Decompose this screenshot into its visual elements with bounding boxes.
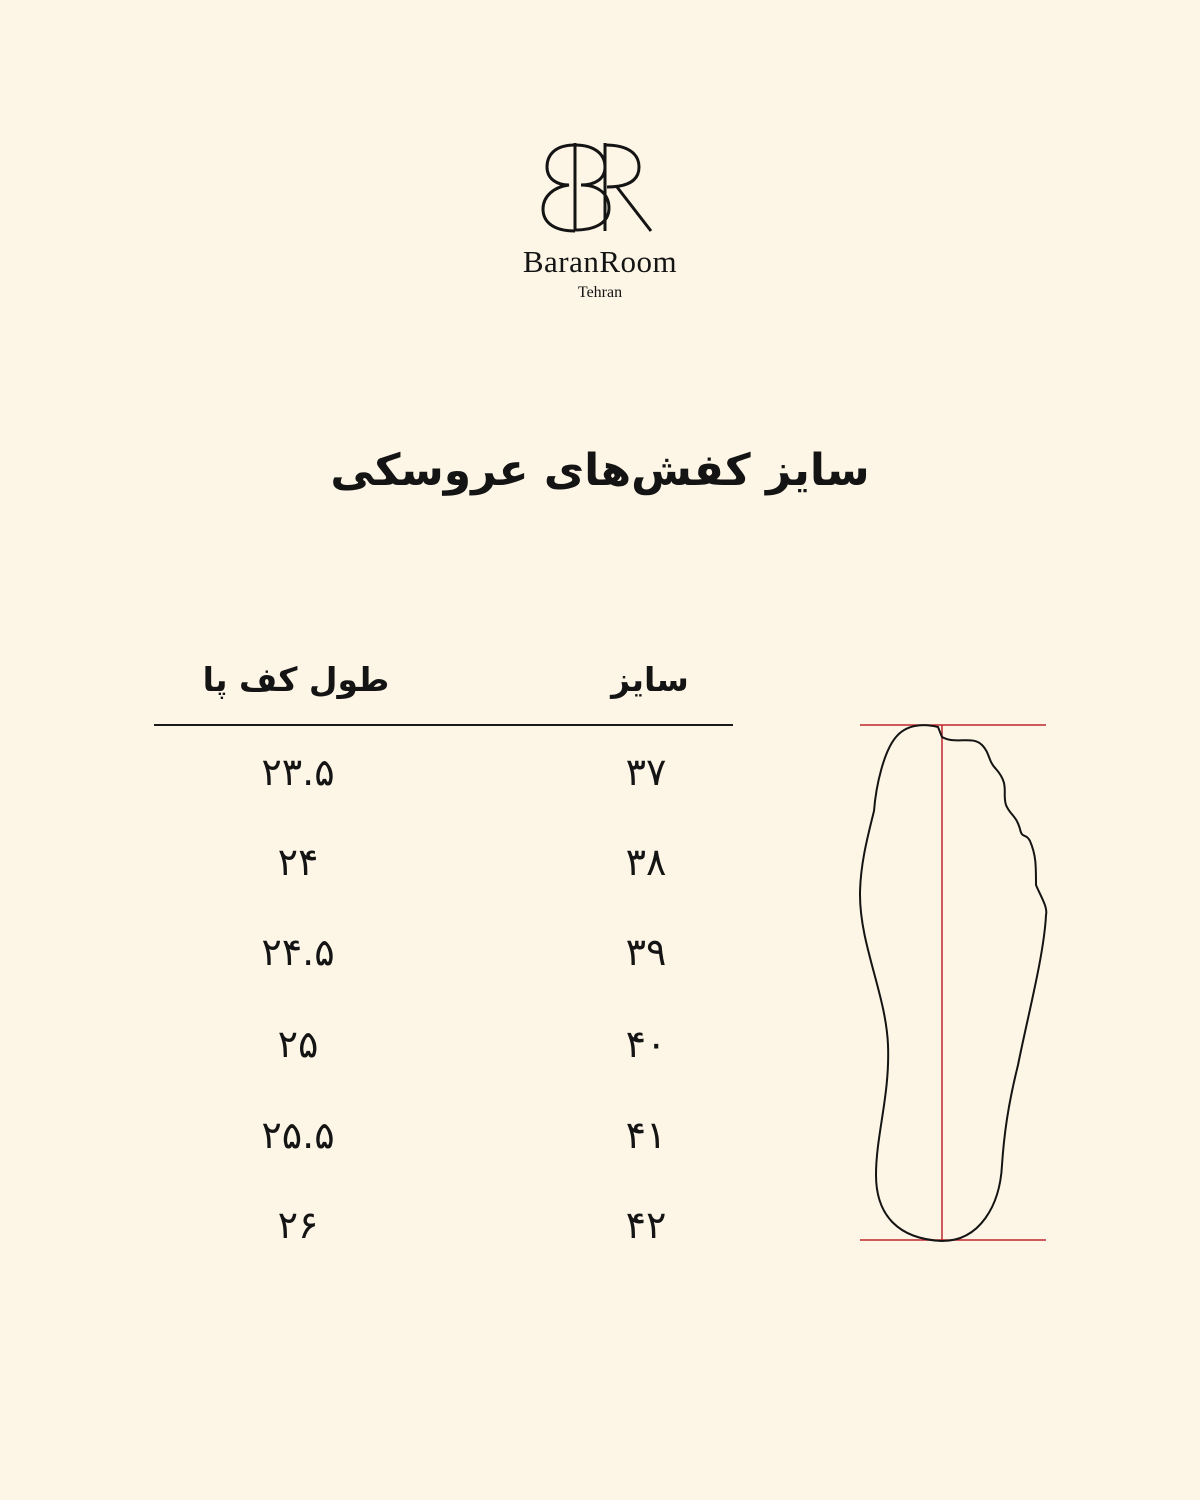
table-cell-size: ۳۸ <box>625 840 667 884</box>
table-cell-length: ۲۶ <box>277 1203 319 1247</box>
column-header-foot-length: طول کف پا <box>202 660 390 699</box>
table-cell-size: ۴۲ <box>625 1203 667 1247</box>
table-cell-length: ۲۴.۵ <box>261 930 335 974</box>
header-divider <box>154 724 733 726</box>
page-title: سایز کفش‌های عروسکی <box>330 445 870 496</box>
brand-name: BaranRoom <box>522 244 678 279</box>
table-cell-size: ۳۷ <box>625 750 667 794</box>
table-cell-length: ۲۴ <box>277 840 319 884</box>
table-cell-length: ۲۵ <box>277 1022 319 1066</box>
column-header-size: سایز <box>611 660 689 699</box>
brand-logo <box>0 135 1200 301</box>
table-cell-size: ۴۱ <box>625 1113 667 1157</box>
table-cell-length: ۲۵.۵ <box>261 1113 335 1157</box>
foot-outline <box>860 725 1046 1241</box>
table-cell-size: ۴۰ <box>625 1022 667 1066</box>
table-cell-size: ۳۹ <box>625 930 667 974</box>
brand-city: Tehran <box>577 284 623 301</box>
br-monogram-icon <box>535 135 665 240</box>
table-cell-length: ۲۳.۵ <box>261 750 335 794</box>
foot-outline-icon <box>850 715 1060 1255</box>
